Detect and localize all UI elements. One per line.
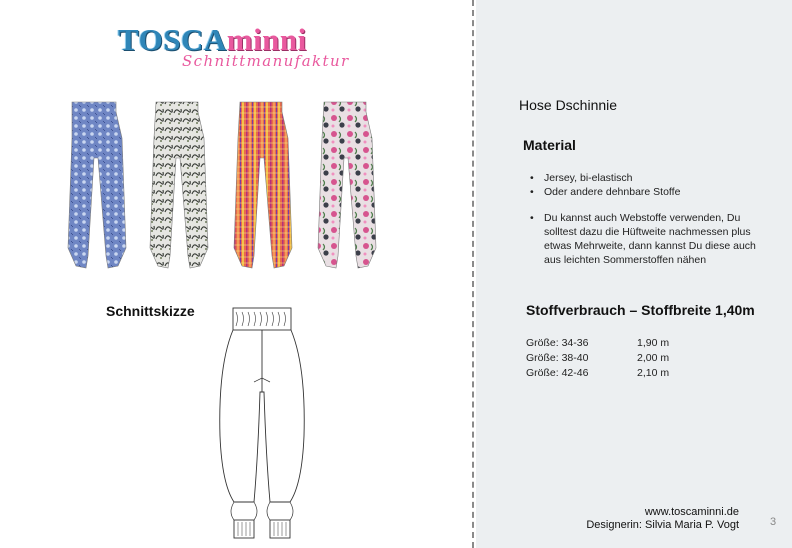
sketch-label: Schnittskizze bbox=[106, 303, 195, 319]
technical-sketch bbox=[214, 306, 310, 544]
list-item: • Du kannst auch Webstoffe verwenden, Du solltest dazu die Hüftweite nachmessen plus etwas Mehrweite, dann kannst Du diese auch aus leichten Sommerstoffen nähen bbox=[530, 211, 770, 267]
amount-cell: 1,90 m bbox=[637, 337, 670, 349]
pants-variants-illustration bbox=[64, 98, 384, 283]
list-item: • Jersey, bi-elastisch bbox=[530, 171, 770, 185]
pant-variant-blue bbox=[68, 102, 126, 268]
amount-cell: 2,10 m bbox=[637, 367, 670, 379]
table-row bbox=[526, 336, 726, 351]
logo-tagline: Schnittmanufaktur bbox=[182, 52, 350, 70]
right-panel bbox=[476, 0, 792, 548]
pattern-title: Hose Dschinnie bbox=[519, 97, 618, 113]
website-link[interactable]: www.toscaminni.de bbox=[644, 506, 739, 518]
pant-variant-orange bbox=[234, 102, 292, 268]
material-heading: Material bbox=[523, 137, 576, 153]
size-cell: Größe: 38-40 bbox=[526, 352, 589, 364]
fabric-usage-table bbox=[526, 336, 726, 381]
designer-credit: Designerin: Silvia Maria P. Vogt bbox=[586, 519, 739, 531]
amount-cell: 2,00 m bbox=[637, 352, 670, 364]
size-cell: Größe: 42-46 bbox=[526, 367, 589, 379]
page-number: 3 bbox=[770, 516, 777, 528]
logo-text-tosca: TOSCA bbox=[118, 22, 227, 57]
list-item: • Oder andere dehnbare Stoffe bbox=[530, 185, 770, 199]
table-row bbox=[526, 351, 726, 366]
logo-text-minni: minni bbox=[226, 22, 307, 57]
table-row bbox=[526, 366, 726, 381]
pant-variant-pink bbox=[318, 102, 376, 268]
fabric-usage-heading: Stoffverbrauch – Stoffbreite 1,40m bbox=[526, 302, 755, 318]
brand-logo bbox=[118, 22, 348, 72]
material-list bbox=[530, 171, 770, 267]
size-cell: Größe: 34-36 bbox=[526, 337, 589, 349]
pant-variant-grey bbox=[150, 102, 208, 268]
page-divider bbox=[472, 0, 474, 548]
